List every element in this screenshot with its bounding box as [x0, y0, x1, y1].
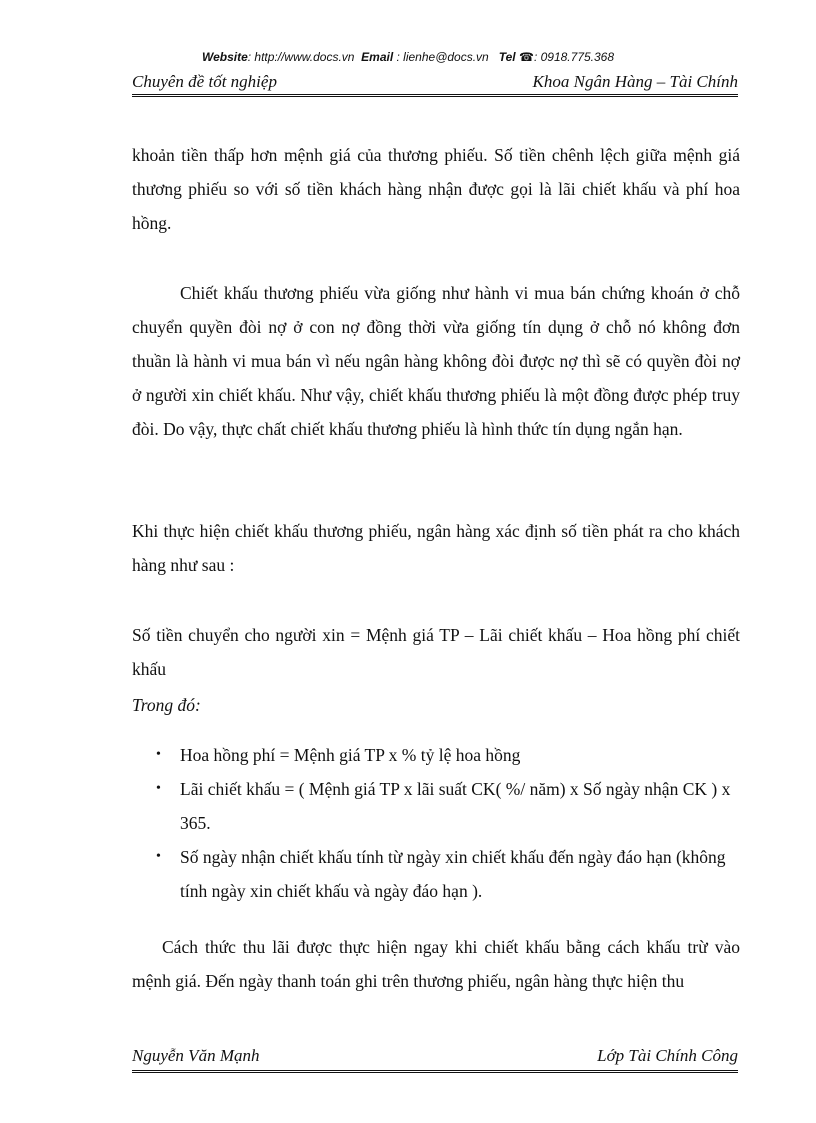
formula-paragraph: Số tiền chuyển cho người xin = Mệnh giá TP – Lãi chiết khấu – Hoa hồng phí chiết khấu [132, 625, 740, 679]
paragraph-2: Chiết khấu thương phiếu vừa giống như hành vi mua bán chứng khoán ở chỗ chuyển quyền đòi nợ ở con nợ đồng thời vừa giống tín dụng ở chỗ nó không đơn thuần là hành vi mua bán vì nếu ngân hàng không đòi được nợ thì sẽ có quyền đòi nợ ở người xin chiết khấu. Như vậy, chiết khấu thương phiếu là một đồng được phép truy đòi. Do vậy, thực chất chiết khấu thương phiếu là hình thức tín dụng ngắn hạn. [132, 283, 740, 439]
list-item [132, 840, 740, 908]
bullet-icon: • [156, 781, 161, 796]
website-contact-line [0, 50, 816, 64]
email-value: : lienhe@docs.vn [396, 50, 489, 64]
bullet-icon: • [156, 849, 161, 864]
list-item-text: Số ngày nhận chiết khấu tính từ ngày xin chiết khấu đến ngày đáo hạn (không tính ngày xin chiết khấu và ngày đáo hạn ). [180, 847, 726, 901]
tel-label: Tel [498, 50, 516, 64]
list-item-text: Hoa hồng phí = Mệnh giá TP x % tỷ lệ hoa hồng [180, 745, 521, 765]
definitions-list [132, 738, 740, 908]
footer-author: Nguyễn Văn Mạnh [132, 1046, 260, 1065]
header-thesis-title: Chuyên đề tốt nghiệp [132, 72, 277, 91]
header-faculty: Khoa Ngân Hàng – Tài Chính [532, 72, 738, 91]
paragraph-3: Khi thực hiện chiết khấu thương phiếu, ngân hàng xác định số tiền phát ra cho khách hàng như sau : [132, 521, 740, 575]
paragraph-6: Cách thức thu lãi được thực hiện ngay khi chiết khấu bằng cách khấu trừ vào mệnh giá. Đến ngày thanh toán ghi trên thương phiếu, ngân hàng thực hiện thu [132, 937, 740, 991]
list-item [132, 738, 740, 772]
page-footer [132, 1046, 738, 1073]
website-value: : http://www.docs.vn [247, 50, 355, 64]
footer-class: Lớp Tài Chính Công [597, 1046, 738, 1065]
paragraph-1: khoản tiền thấp hơn mệnh giá của thương phiếu. Số tiền chênh lệch giữa mệnh giá thương phiếu so với số tiền khách hàng nhận được gọi là lãi chiết khấu và phí hoa hồng. [132, 145, 740, 233]
website-label: Website [201, 50, 248, 64]
tel-value: ☎: 0918.775.368 [519, 50, 615, 64]
bullet-icon: • [156, 747, 161, 762]
list-item [132, 772, 740, 840]
where-label: Trong đó: [132, 695, 201, 715]
list-item-text: Lãi chiết khấu = ( Mệnh giá TP x lãi suất CK( %/ năm) x Số ngày nhận CK ) x 365. [180, 779, 731, 833]
page-header [132, 70, 738, 97]
email-label: Email [361, 50, 394, 64]
